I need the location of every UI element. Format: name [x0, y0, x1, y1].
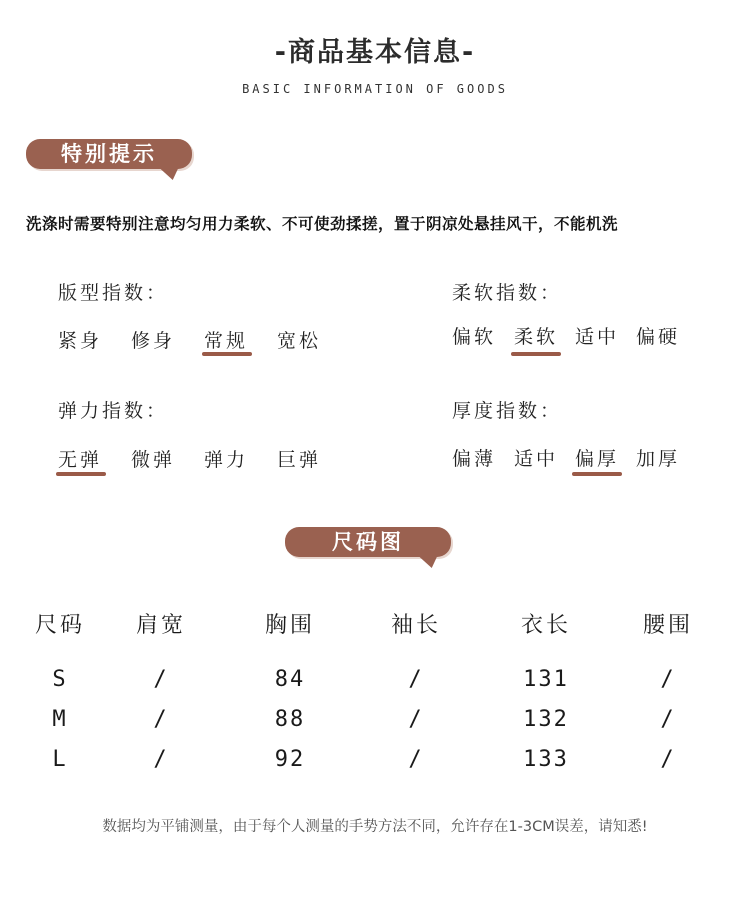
elasticity-option-stretch: 弹力: [204, 449, 249, 471]
page-subtitle: BASIC INFORMATION OF GOODS: [242, 82, 508, 96]
row-l-size: L: [52, 747, 68, 772]
special-tip-label: 特别提示: [26, 139, 192, 169]
row-s-shoulder: /: [153, 667, 169, 692]
row-m-shoulder: /: [153, 707, 169, 732]
fit-index-title: 版型指数：: [58, 282, 169, 304]
fit-selected-underline: [202, 352, 252, 356]
elasticity-option-slight: 微弹: [131, 449, 176, 471]
thickness-selected-underline: [572, 472, 622, 476]
elasticity-option-none: 无弹: [58, 449, 103, 471]
fit-option-regular: 常规: [204, 330, 249, 352]
thickness-option-extra-thick: 加厚: [636, 448, 681, 470]
fit-option-tight: 紧身: [58, 330, 103, 352]
softness-option-hard: 偏硬: [636, 326, 681, 348]
row-s-chest: 84: [274, 667, 306, 692]
elasticity-option-super: 巨弹: [277, 449, 322, 471]
row-m-sleeve: /: [408, 707, 424, 732]
col-header-waist: 腰围: [642, 613, 693, 638]
col-header-shoulder: 肩宽: [135, 613, 186, 638]
tag-tail-icon: [410, 554, 439, 568]
row-m-waist: /: [660, 707, 676, 732]
softness-option-supple: 柔软: [514, 326, 559, 348]
row-s-waist: /: [660, 667, 676, 692]
row-m-chest: 88: [274, 707, 306, 732]
row-s-sleeve: /: [408, 667, 424, 692]
softness-option-medium: 适中: [575, 326, 620, 348]
thickness-option-medium: 适中: [514, 448, 559, 470]
col-header-size: 尺码: [34, 613, 85, 638]
row-m-size: M: [52, 707, 68, 732]
measurement-note: 数据均为平铺测量，由于每个人测量的手势方法不同，允许存在1-3CM误差，请知悉!: [102, 819, 648, 835]
thickness-option-thin: 偏薄: [452, 448, 497, 470]
size-chart-tag: [285, 527, 451, 557]
col-header-chest: 胸围: [264, 613, 315, 638]
row-s-size: S: [52, 667, 68, 692]
row-l-sleeve: /: [408, 747, 424, 772]
thickness-index-title: 厚度指数：: [452, 400, 563, 422]
page-title: -商品基本信息-: [274, 37, 476, 68]
size-chart-label: 尺码图: [285, 527, 451, 557]
elasticity-index-title: 弹力指数：: [58, 400, 169, 422]
col-header-sleeve: 袖长: [390, 613, 441, 638]
softness-index-title: 柔软指数：: [452, 282, 563, 304]
special-tip-tag: [26, 139, 192, 169]
row-l-waist: /: [660, 747, 676, 772]
fit-option-slim: 修身: [131, 330, 176, 352]
tag-tail-icon: [151, 166, 180, 180]
row-m-length: 132: [523, 707, 569, 732]
thickness-option-thick: 偏厚: [575, 448, 620, 470]
special-tip-text: 洗涤时需要特别注意均匀用力柔软、不可使劲揉搓，置于阴凉处悬挂风干，不能机洗: [26, 215, 619, 233]
row-l-shoulder: /: [153, 747, 169, 772]
elasticity-selected-underline: [56, 472, 106, 476]
col-header-length: 衣长: [520, 613, 571, 638]
softness-option-soft: 偏软: [452, 326, 497, 348]
row-l-chest: 92: [274, 747, 306, 772]
softness-selected-underline: [511, 352, 561, 356]
row-l-length: 133: [523, 747, 569, 772]
row-s-length: 131: [523, 667, 569, 692]
fit-option-loose: 宽松: [277, 330, 322, 352]
